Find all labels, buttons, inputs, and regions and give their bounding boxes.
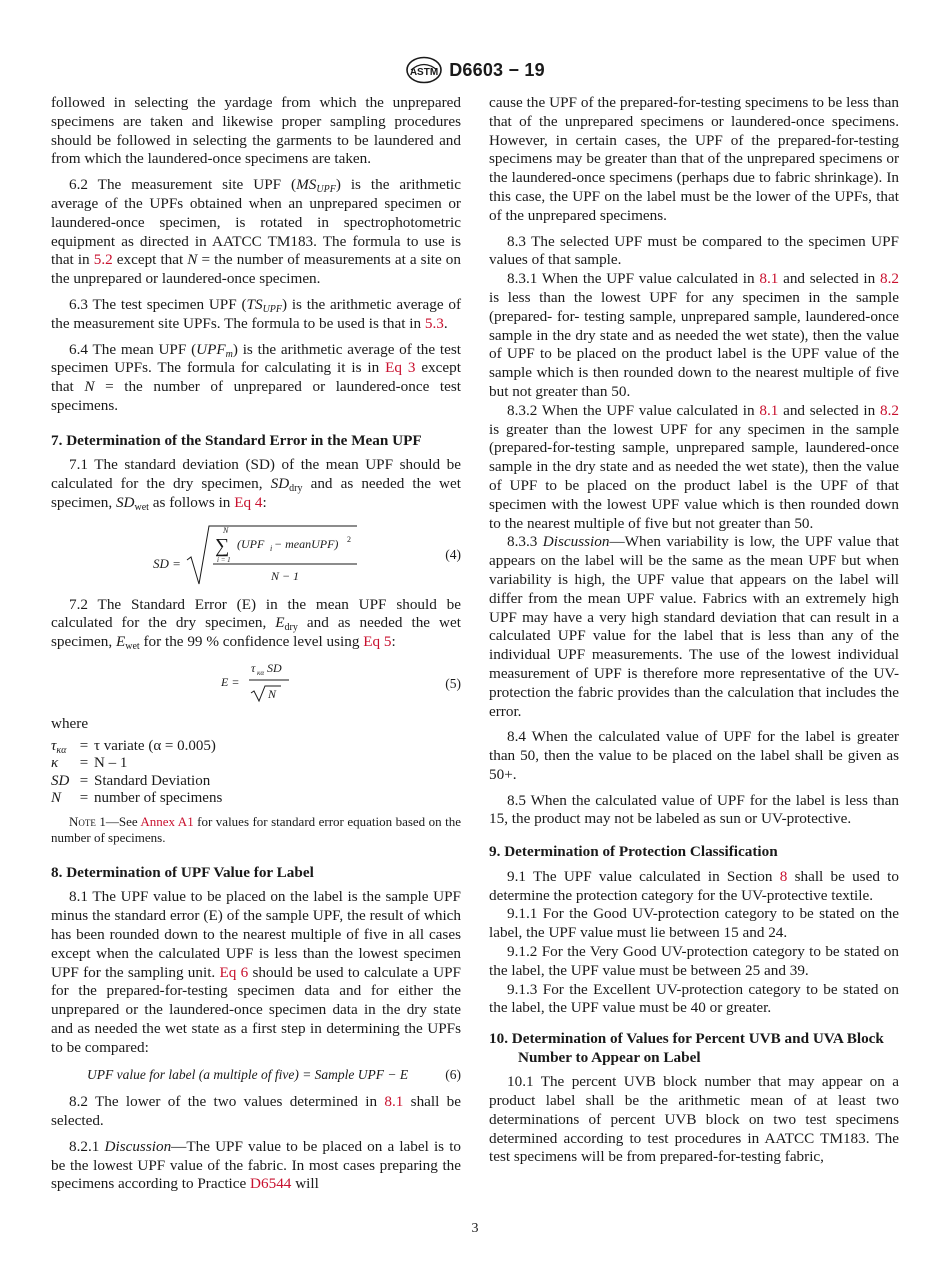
- eq5-tau-sub: κα: [257, 669, 265, 678]
- left-column: [51, 94, 461, 1201]
- paragraph-8-2-1-continued: cause the UPF of the prepared-for-testing specimens to be less than that of the unprepared specimens or laundered-once specimens. However, in certain cases, the UPF of the prepared-for-testing specimens may be greater than that of the unprepared specimens or the laundered-once specimens (perhaps due to fabric shrinkage). In this case, the UPF on the label must be the lower of the UPFs, that of the unprepared specimens.: [489, 94, 899, 224]
- eq4-lhs: SD =: [153, 555, 181, 571]
- link-d6544[interactable]: D6544: [250, 1175, 292, 1193]
- section-10-heading: 10. Determination of Values for Percent UVB and UVA Block Number to Appear on Label: [489, 1030, 884, 1066]
- note-1: Note 1—See Annex A1 for values for standard error equation based on the number of specimens.: [51, 813, 461, 845]
- eq4-term-sup: 2: [347, 534, 351, 544]
- paragraph-9-1-3: 9.1.3 For the Excellent UV-protection category to be stated on the label, the UPF value must be 40 or greater.: [489, 980, 899, 1017]
- astm-logo-text: ASTM: [410, 67, 439, 78]
- equation-6-number: (6): [445, 1066, 461, 1082]
- paragraph-8-3-3: 8.3.3 Discussion—When variability is low, the UPF value that appears on the label will be the same as the mean UPF but when variability is high, the UPF value that appears on the label will differ from the mean UPF value. Fabrics with an extremely high UPF may have a very high standard deviation that can result in a calculated UPF value for the label that is less than any of the individual UPF measurements. The use of the lowest individual measurement of UPF is therefore more representative of the UV-protection the fabric provides than the calculation that includes the error.: [489, 533, 900, 720]
- paragraph-7-1: 7.1 The standard deviation (SD) of the mean UPF should be calculated for the dry specimen, $SD_{dry}$ and as needed the wet specimen, $SD_{wet}$ as follows in Eq 4:: [51, 456, 461, 513]
- equation-4-number: (4): [445, 546, 461, 562]
- paragraph-8-2-1: 8.2.1 Discussion—The UPF value to be placed on a label is to be the lowest UPF value of the fabric. In most cases preparing the specimens according to Practice D6544 will: [51, 1137, 462, 1193]
- paragraph-8-2: 8.2 The lower of the two values determined in 8.1 shall be selected.: [51, 1093, 461, 1130]
- page-header: [0, 56, 950, 89]
- equation-6-formula: UPF value for label (a multiple of five) = Sample UPF − E: [87, 1066, 409, 1082]
- paragraph-7-2: 7.2 The Standard Error (E) in the mean UPF should be calculated for the dry specimen, $E_{dry}$ and as needed the wet specimen, $E_{wet}$ for the 99 % confidence level using Eq 5:: [51, 595, 461, 653]
- paragraph-6-3: 6.3 The test specimen UPF $(TS_{UPF})$ is the arithmetic average of the measurement site UPFs. The formula to be used is that in 5.3.: [51, 295, 462, 332]
- variable-definitions: [51, 738, 222, 808]
- link-eq-5[interactable]: Eq 5: [363, 633, 392, 651]
- paragraph-8-5: 8.5 When the calculated value of UPF for the label is less than 15, the product may not be labeled as sun or UV-protective.: [489, 791, 899, 828]
- eq5-sd: SD: [267, 661, 282, 676]
- link-5-3[interactable]: 5.3: [424, 314, 444, 332]
- paragraph-8-4: 8.4 When the calculated value of UPF for the label is greater than 50, then the value to be placed on the label shall be given as 50+.: [489, 728, 899, 783]
- link-8-2[interactable]: 8.2: [880, 401, 899, 419]
- variable-row: N = number of specimens: [51, 790, 223, 807]
- equation-6: [51, 1066, 461, 1085]
- equation-4: [51, 520, 461, 590]
- link-eq-6[interactable]: Eq 6: [219, 963, 249, 981]
- link-5-2[interactable]: 5.2: [93, 251, 113, 269]
- paragraph-9-1-1: 9.1.1 For the Good UV-protection category to be stated on the label, the UPF value must lie between 15 and 24.: [489, 905, 899, 942]
- paragraph-intro: followed in selecting the yardage from which the unprepared specimens are taken and likewise proper sampling procedures should be followed in selecting the garments to be laundered and from which the laundered-once specimens are taken.: [51, 94, 461, 168]
- paragraph-10-1: 10.1 The percent UVB block number that may appear on a product label shall be the arithmetic mean of at least two determinations of percent UVB block on two test specimens determined according to test procedures in AATCC TM183. The test specimens will be from prepared-for-testing fabric,: [489, 1073, 899, 1166]
- eq4-term-b: − meanUPF): [274, 536, 339, 551]
- equation-4-formula: [141, 520, 461, 590]
- eq5-tau: τ: [251, 661, 256, 676]
- variable-row: κ = N – 1: [51, 755, 128, 772]
- eq4-term-a: (UPF: [237, 536, 265, 551]
- link-eq-3[interactable]: Eq 3: [385, 359, 416, 377]
- equation-5: [51, 659, 461, 709]
- document-designation: D6603 − 19: [449, 59, 545, 80]
- link-annex-a1[interactable]: Annex A1: [140, 813, 194, 829]
- variable-row: SD = Standard Deviation: [51, 772, 211, 789]
- paragraph-8-3: 8.3 The selected UPF must be compared to the specimen UPF values of that sample.: [489, 232, 899, 269]
- link-section-8[interactable]: 8: [779, 867, 788, 885]
- variable-row: $\tau_{\kappa\alpha}$ = τ variate (α = 0.005): [51, 737, 216, 756]
- link-eq-4[interactable]: Eq 4: [234, 493, 263, 511]
- equation-5-formula: [211, 659, 411, 709]
- paragraph-8-3-1: 8.3.1 When the UPF value calculated in 8.1 and selected in 8.2 is less than the lowest UPF for any specimen in the sample (prepared- for- testing sample, unprepared sample, laundered-once sample in the dry state and as needed the wet state), then the value of UPF to be placed on the product label is the UPF value of the sample which is then rounded down to the nearest multiple of five but not greater than 50.: [489, 270, 899, 400]
- equation-5-number: (5): [445, 676, 461, 692]
- section-8-heading: 8. Determination of UPF Value for Label: [51, 863, 314, 881]
- eq5-denominator: N: [268, 687, 277, 702]
- paragraph-6-2: 6.2 The measurement site UPF $(MS_{UPF})$ is the arithmetic average of the UPFs obtained when an unprepared specimen or laundered-once specimen, is rotated in spectrophotometric equipment as directed in AATCC TM183. The formula to use is that in 5.2 except that N = the number of measurements at a site on the unprepared or laundered-once specimen.: [51, 176, 462, 288]
- paragraph-8-1: 8.1 The UPF value to be placed on the label is the sample UPF minus the standard error (E) of the sample UPF, the result of which has been rounded down to the nearest multiple of five in all cases except when the calculated UPF is less than the lowest specimen UPF for the sampling unit. Eq 6 should be used to calculate a UPF for the prepared-for-testing specimen data and for either the unprepared or the laundered-once specimen data in the dry state and as needed the wet state as a first step in determining the UPFs to be compared:: [51, 888, 461, 1056]
- page-number: 3: [471, 1221, 479, 1236]
- eq4-sigma: ∑: [215, 534, 230, 557]
- section-9-heading: 9. Determination of Protection Classification: [489, 843, 778, 861]
- eq4-term-sub: i: [270, 543, 273, 553]
- astm-logo-icon: [405, 56, 443, 84]
- link-8-1[interactable]: 8.1: [759, 270, 779, 288]
- eq4-denominator: N − 1: [270, 568, 300, 583]
- paragraph-8-3-2: 8.3.2 When the UPF value calculated in 8.1 and selected in 8.2 is greater than the lowest UPF for any specimen in the sample (prepared-for-testing sample, unprepared sample, laundered-once sample in the dry state and as needed the wet state), then the value of UPF to be placed on the product label is the UPF of that specimen with the lowest UPF value which is then rounded down to the nearest multiple of five but not greater than 50.: [489, 401, 899, 532]
- link-8-1[interactable]: 8.1: [759, 401, 779, 419]
- eq4-sum-top: N: [223, 525, 229, 535]
- paragraph-9-1: 9.1 The UPF value calculated in Section 8 shall be used to determine the protection category for the UV-protective textile.: [489, 867, 899, 904]
- where-label: where: [51, 715, 89, 733]
- section-7-heading: 7. Determination of the Standard Error in the Mean UPF: [51, 431, 422, 449]
- eq4-sum-bottom: i = 1: [217, 555, 231, 564]
- paragraph-6-4: 6.4 The mean UPF $(UPF_m)$ is the arithmetic average of the test specimen UPFs. The formula for calculating it is in Eq 3 except that N = the number of unprepared or laundered-once test specimens.: [51, 340, 461, 414]
- eq5-lhs: E =: [221, 675, 240, 690]
- link-8-1[interactable]: 8.1: [384, 1093, 404, 1111]
- right-column: [489, 94, 899, 1174]
- link-8-2[interactable]: 8.2: [880, 270, 899, 288]
- paragraph-9-1-2: 9.1.2 For the Very Good UV-protection category to be stated on the label, the UPF value must be between 25 and 39.: [489, 942, 899, 979]
